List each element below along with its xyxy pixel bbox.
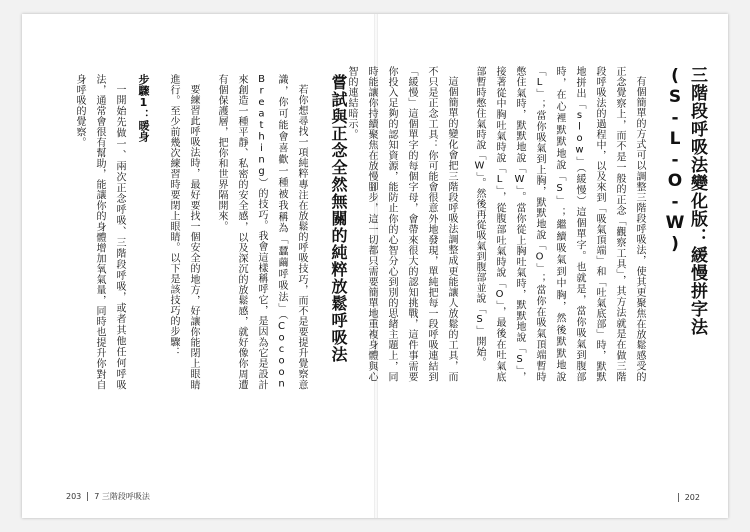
left-page-text <box>40 74 350 390</box>
right-page-number: 202 <box>684 493 700 502</box>
right-page <box>346 14 728 518</box>
chapter-title: 7 三階段呼吸法 <box>94 492 150 501</box>
footer-divider <box>87 492 88 501</box>
right-page-paragraph: 這個簡單的變化會把三階段呼吸法調整成更能讓人放鬆的工具，而不只是正念工具：你可能會很意外地發現，單純把每一段呼吸連結到「緩慢」這個單字的每個字母，會帶來很大的認知挑戰，這件事需要你投入足夠的認知資源，能防止你的心智分心到別的思緒主題上，同時能讓你持續聚焦在放慢腳步，這一切都只需要簡單地重複身體與心智的連結暗示。 <box>346 66 457 382</box>
left-page <box>22 14 374 518</box>
right-page-heading: 三階段呼吸法變化版：緩慢拼字法(S-L-O-W) <box>665 66 707 336</box>
right-page-text <box>346 66 710 382</box>
step-heading: 步驟1：暖身 <box>137 74 150 142</box>
right-page-paragraph: 有個簡單的方式可以調整三階段呼吸法，使其更聚焦在放鬆感受的正念覺察上，而不是一般的正念「觀察工具」，其方法就是在做三階段呼吸法的過程中，以及來到「吸氣頂端」和「吐氣底部」時，默默地拼出「slow」（緩慢）這個單字。也就是，當你吸氣到腹部時，在心裡默默地說「S」；繼續吸氣到中胸，然後默默地說「L」；當你吸氣到上胸，默默地說「O」；當你在吸氣頂端暫時憋住氣時，默默地說「W」。當你從上胸吐氣時，默默地說「S」，接著從中胸吐氣時說「L」，從腹部吐氣時說「O」，最後在吐氣底部暫時憋住氣時說「W」。然後再從吸氣到腹部並說「S」開始。 <box>474 66 645 382</box>
left-page-paragraph: 若你想尋找一項純粹專注在放鬆的呼吸技巧，而不是要提升覺察意識，你可能會喜歡一種被我稱為「蠶繭呼吸法」（Cocoon Breathing）的技巧。我會這樣稱呼它，是因為它是設計來創造一種平靜、私密的安全感，以及深沉的放鬆感，就好像你周遭有個保護層，把你和世界隔開來。 <box>216 74 307 390</box>
right-page-footer <box>672 493 700 502</box>
footer-divider <box>678 493 679 502</box>
book-spread <box>22 14 728 518</box>
left-page-heading: 嘗試與正念全然無關的純粹放鬆呼吸法 <box>329 74 348 363</box>
step-paragraph: 一開始先做一、兩次正念呼吸、三階段呼吸，或者其他任何呼吸法，通常會很有幫助，能讓你的身體增加氧氣量，同時也提升你對自身呼吸的覺察。 <box>74 74 125 390</box>
left-page-number: 203 <box>66 492 82 501</box>
left-page-paragraph: 要練習此呼吸法時，最好要找一個安全的地方，好讓你能閉上眼睛進行。至少前幾次練習時要閉上眼睛。以下是該技巧的步驟： <box>168 74 199 390</box>
left-page-footer <box>66 491 150 502</box>
